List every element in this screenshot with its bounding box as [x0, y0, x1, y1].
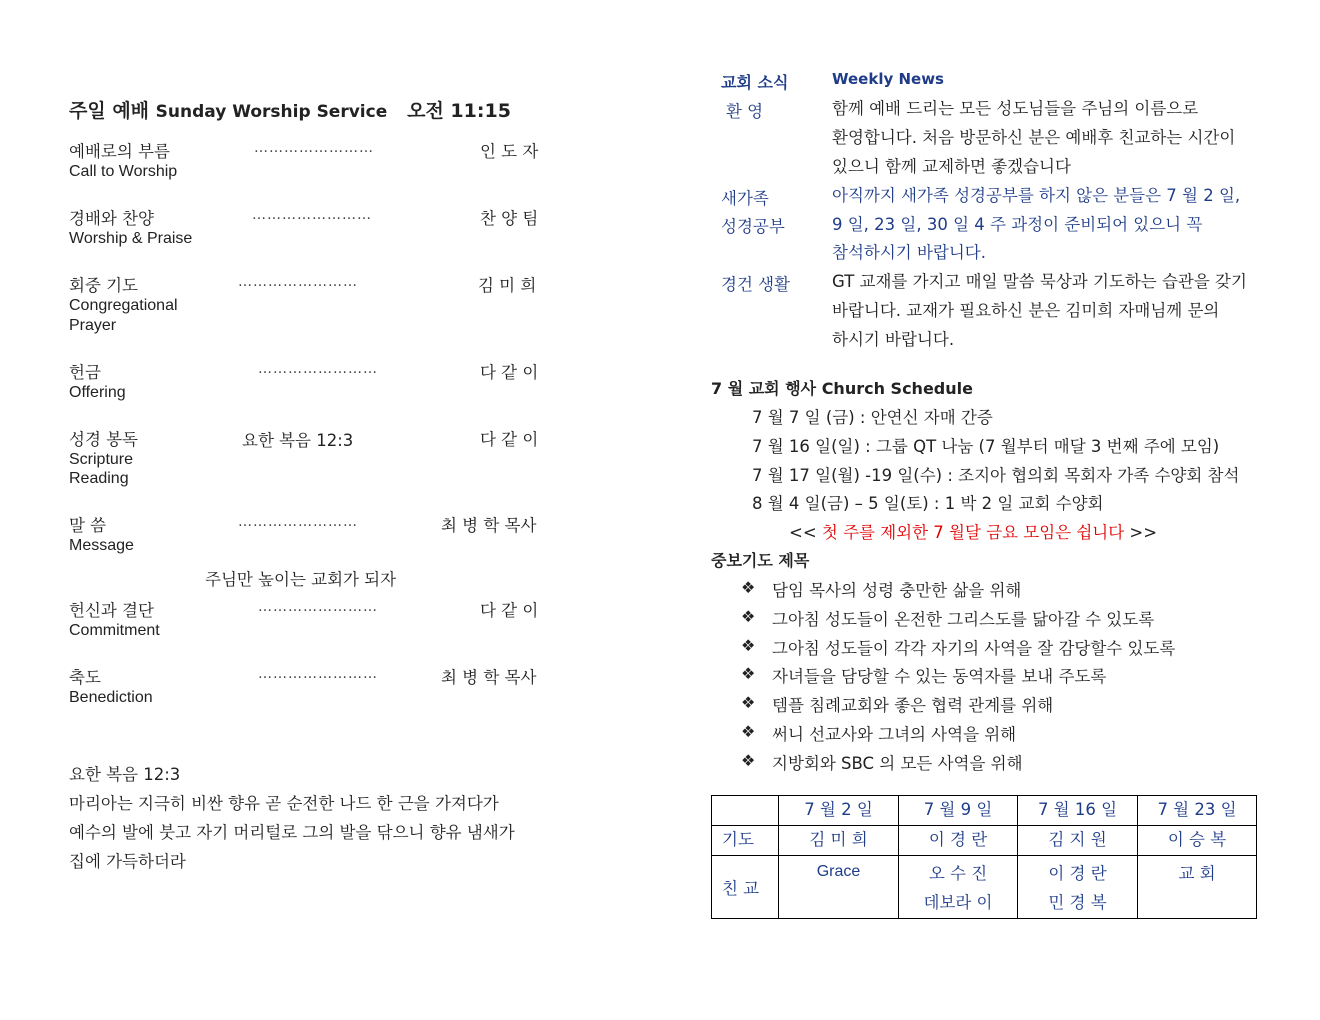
prayer-duty-cell: 김 지 원 — [1018, 826, 1138, 856]
service-item-leader: 인 도 자 — [480, 142, 539, 161]
schedule-event: 7 월 7 일 (금) : 안연신 자매 간증 — [752, 408, 993, 427]
schedule-notice — [789, 519, 1157, 543]
fellowship-row-label: 친 교 — [712, 856, 779, 919]
welcome-line: 함께 예배 드리는 모든 성도님들을 주님의 이름으로 — [832, 99, 1199, 118]
service-item-ko: 헌신과 결단 — [69, 601, 154, 620]
service-item-ko: 경배와 찬양 — [69, 209, 154, 228]
prayer-item: 그아침 성도들이 각각 자기의 사역을 잘 감당할수 있도록 — [772, 639, 1176, 658]
worship-title-en: Sunday Worship Service — [155, 102, 388, 122]
fellowship-name: 오 수 진 — [928, 864, 988, 883]
prayer-duty-cell: 김 미 희 — [779, 826, 899, 856]
fellowship-name: 민 경 복 — [1048, 893, 1107, 912]
newfamily-line: 아직까지 새가족 성경공부를 하지 않은 분들은 7 월 2 일, — [832, 186, 1241, 205]
date-header: 7 월 23 일 — [1138, 796, 1257, 826]
service-item-leader: 김 미 희 — [478, 276, 537, 295]
devotion-line: 하시기 바랍니다. — [832, 330, 955, 349]
service-item-ko: 회중 기도 — [69, 276, 139, 295]
service-item-en: Benediction — [69, 689, 153, 706]
service-item-en: Commitment — [69, 622, 160, 639]
service-item-en: Worship & Praise — [69, 230, 193, 247]
leader-dots: …………………… — [238, 514, 358, 530]
prayer-row-label: 기도 — [712, 826, 779, 856]
schedule-event: 7 월 17 일(월) -19 일(수) : 조지아 협의회 목회자 가족 수양회 참석 — [752, 466, 1240, 485]
service-item-ko: 예배로의 부름 — [69, 142, 170, 161]
schedule-event: 8 월 4 일(금) – 5 일(토) : 1 박 2 일 교회 수양회 — [752, 494, 1104, 513]
prayer-item: 써니 선교사와 그녀의 사역을 위해 — [772, 725, 1017, 744]
news-heading-ko: 교회 소식 — [721, 73, 789, 92]
welcome-line: 있으니 함께 교제하면 좋겠습니다 — [832, 157, 1071, 176]
leader-dots: …………………… — [258, 361, 378, 377]
prayer-item: 자녀들을 담당할 수 있는 동역자를 보내 주도록 — [772, 667, 1107, 686]
service-item-en: Call to Worship — [69, 163, 178, 180]
fellowship-duty-cell — [779, 856, 899, 919]
service-item-en: Congregational — [69, 297, 178, 314]
service-item-en-line2: Prayer — [69, 317, 117, 334]
service-item-en: Message — [69, 537, 134, 554]
devotion-label: 경건 생활 — [721, 275, 791, 294]
sermon-title: 주님만 높이는 교회가 되자 — [205, 570, 397, 589]
date-header: 7 월 16 일 — [1018, 796, 1138, 826]
service-item-leader: 다 같 이 — [480, 430, 539, 449]
prayer-item: 템플 침례교회와 좋은 협력 관계를 위해 — [772, 696, 1054, 715]
prayer-duty-cell: 이 승 복 — [1138, 826, 1257, 856]
diamond-bullet-icon: ❖ — [741, 636, 756, 655]
service-item-en: Scripture — [69, 451, 134, 468]
prayer-item: 지방회와 SBC 의 모든 사역을 위해 — [772, 754, 1023, 773]
scripture-line: 예수의 발에 붓고 자기 머리털로 그의 발을 닦으니 향유 냄새가 — [69, 823, 515, 842]
service-item-en-line2: Reading — [69, 470, 129, 487]
schedule-event: 7 월 16 일(일) : 그룹 QT 나눔 (7 월부터 매달 3 번째 주에 모임) — [752, 437, 1220, 456]
service-item-ko: 헌금 — [69, 363, 101, 382]
devotion-line: GT 교재를 가지고 매일 말씀 묵상과 기도하는 습관을 갖기 — [832, 272, 1247, 291]
fellowship-duty-cell — [1138, 856, 1257, 919]
diamond-bullet-icon: ❖ — [741, 722, 756, 741]
table-corner — [712, 796, 779, 826]
prayer-duty-cell: 이 경 란 — [899, 826, 1018, 856]
prayer-item: 담임 목사의 성령 충만한 삶을 위해 — [772, 581, 1022, 600]
service-item-ko: 성경 봉독 — [69, 430, 139, 449]
scripture-line: 마리아는 지극히 비싼 향유 곧 순전한 나드 한 근을 가져다가 — [69, 794, 499, 813]
service-item-en: Offering — [69, 384, 126, 401]
service-item-ko: 축도 — [69, 668, 101, 687]
notice-open: << — [789, 523, 822, 542]
fellowship-name: Grace — [816, 863, 861, 880]
schedule-heading: 7 월 교회 행사 Church Schedule — [711, 379, 973, 398]
news-heading-en: Weekly News — [832, 70, 944, 88]
table-header-row — [712, 796, 1257, 826]
diamond-bullet-icon: ❖ — [741, 693, 756, 712]
table-row — [712, 826, 1257, 856]
devotion-line: 바랍니다. 교재가 필요하신 분은 김미희 자매님께 문의 — [832, 301, 1220, 320]
notice-text: 첫 주를 제외한 7 월달 금요 모임은 쉽니다 — [821, 523, 1125, 542]
prayer-heading: 중보기도 제목 — [711, 551, 810, 570]
newfamily-label-2: 성경공부 — [721, 217, 785, 236]
fellowship-name: 데보라 이 — [923, 893, 993, 912]
worship-title-ko: 주일 예배 — [69, 100, 150, 122]
fellowship-name: 교 회 — [1178, 864, 1216, 883]
fellowship-name: 이 경 란 — [1048, 864, 1107, 883]
worship-title — [69, 96, 511, 123]
service-item-leader: 찬 양 팀 — [480, 209, 539, 228]
leader-dots: …………………… — [258, 666, 378, 682]
table-row — [712, 856, 1257, 919]
service-item-leader: 다 같 이 — [480, 601, 539, 620]
fellowship-duty-cell — [1018, 856, 1138, 919]
leader-dots: …………………… — [252, 207, 372, 223]
welcome-label: 환 영 — [726, 102, 764, 121]
date-header: 7 월 9 일 — [899, 796, 1018, 826]
leader-dots: …………………… — [254, 140, 374, 156]
diamond-bullet-icon: ❖ — [741, 664, 756, 683]
date-header: 7 월 2 일 — [779, 796, 899, 826]
diamond-bullet-icon: ❖ — [741, 578, 756, 597]
duty-table — [711, 795, 1257, 919]
service-item-leader: 다 같 이 — [480, 363, 539, 382]
scripture-reference: 요한 복음 12:3 — [242, 431, 354, 450]
newfamily-line: 9 일, 23 일, 30 일 4 주 과정이 준비되어 있으니 꼭 — [832, 215, 1203, 234]
service-item-ko: 말 씀 — [69, 516, 107, 535]
worship-time: 오전 11:15 — [407, 100, 511, 122]
prayer-item: 그아침 성도들이 온전한 그리스도를 닮아갈 수 있도록 — [772, 610, 1155, 629]
notice-close: >> — [1124, 523, 1158, 542]
leader-dots: …………………… — [258, 599, 378, 615]
newfamily-label: 새가족 — [721, 189, 769, 208]
diamond-bullet-icon: ❖ — [741, 751, 756, 770]
scripture-passage-ref: 요한 복음 12:3 — [69, 765, 181, 784]
welcome-line: 환영합니다. 처음 방문하신 분은 예배후 친교하는 시간이 — [832, 128, 1236, 147]
scripture-line: 집에 가득하더라 — [69, 852, 186, 871]
diamond-bullet-icon: ❖ — [741, 607, 756, 626]
fellowship-duty-cell — [899, 856, 1018, 919]
service-item-leader: 최 병 학 목사 — [441, 668, 537, 687]
leader-dots: …………………… — [238, 274, 358, 290]
newfamily-line: 참석하시기 바랍니다. — [832, 243, 986, 262]
service-item-leader: 최 병 학 목사 — [441, 516, 537, 535]
